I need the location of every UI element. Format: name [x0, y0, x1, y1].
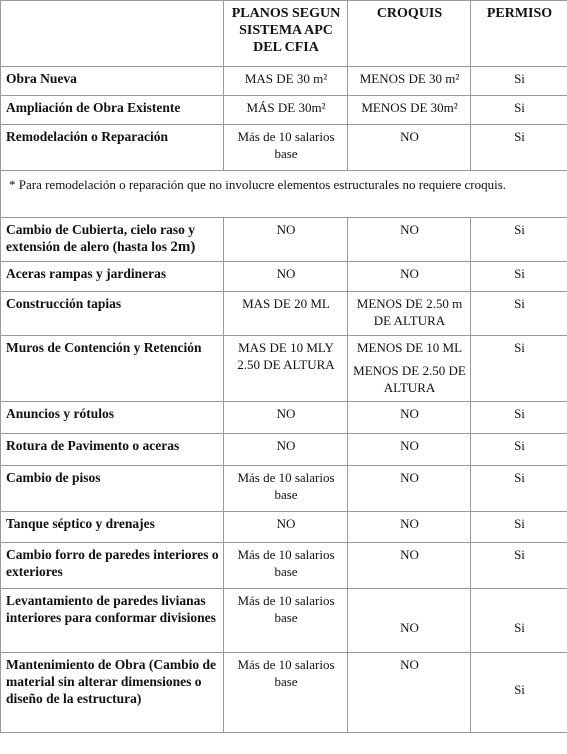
header-blank	[1, 1, 224, 67]
planos-cell: Más de 10 salarios base	[224, 466, 348, 512]
row-label: Rotura de Pavimento o aceras	[1, 434, 224, 466]
row-label: Cambio forro de paredes interiores o exteriores	[1, 543, 224, 589]
planos-cell: NO	[224, 218, 348, 262]
permiso-cell: Si	[471, 218, 567, 262]
croquis-cell: NO	[348, 262, 471, 292]
planos-cell: MAS DE 30 m²	[224, 67, 348, 96]
croquis-cell: NO	[348, 125, 471, 171]
row-label: Construcción tapias	[1, 292, 224, 336]
row-label: Aceras rampas y jardineras	[1, 262, 224, 292]
table-row	[1, 589, 567, 653]
row-label-text: Cambio de Cubierta, cielo raso y extensión de alero (hasta los	[6, 222, 195, 254]
note-text: * Para remodelación o reparación que no involucre elementos estructurales no requiere croquis.	[1, 171, 567, 218]
croquis-cell: NO	[348, 512, 471, 543]
row-label	[1, 218, 224, 262]
row-label: Remodelación o Reparación	[1, 125, 224, 171]
table-row	[1, 434, 567, 466]
table-row	[1, 336, 567, 402]
croquis-cell: MENOS DE 2.50 m DE ALTURA	[348, 292, 471, 336]
row-label: Mantenimiento de Obra (Cambio de material sin alterar dimensiones o diseño de la estructura)	[1, 653, 224, 733]
table-row	[1, 67, 567, 96]
permiso-cell: Si	[471, 67, 567, 96]
croquis-line-2: MENOS DE 2.50 DE ALTURA	[353, 363, 466, 395]
planos-cell: Más de 10 salarios base	[224, 653, 348, 733]
planos-cell: Más de 10 salarios base	[224, 589, 348, 653]
table-row	[1, 96, 567, 125]
table-row	[1, 466, 567, 512]
permiso-cell: Si	[471, 125, 567, 171]
header-permiso: PERMISO	[471, 1, 567, 67]
header-row	[1, 1, 567, 67]
permiso-cell: Si	[471, 466, 567, 512]
table-row	[1, 653, 567, 733]
planos-cell: MAS DE 10 MLY 2.50 DE ALTURA	[224, 336, 348, 402]
planos-cell: MAS DE 20 ML	[224, 292, 348, 336]
croquis-cell: NO	[348, 434, 471, 466]
table-row	[1, 292, 567, 336]
row-label: Cambio de pisos	[1, 466, 224, 512]
row-label: Ampliación de Obra Existente	[1, 96, 224, 125]
permiso-cell: Si	[471, 292, 567, 336]
table-row	[1, 402, 567, 434]
planos-cell: MÁS DE 30m²	[224, 96, 348, 125]
header-croquis: CROQUIS	[348, 1, 471, 67]
croquis-cell: NO	[348, 402, 471, 434]
permiso-cell: Si	[471, 434, 567, 466]
croquis-cell: NO	[348, 653, 471, 733]
planos-cell: NO	[224, 402, 348, 434]
row-label: Muros de Contención y Retención	[1, 336, 224, 402]
table-row	[1, 262, 567, 292]
planos-cell: Más de 10 salarios base	[224, 543, 348, 589]
planos-cell: NO	[224, 434, 348, 466]
row-label-emphasis: 2m)	[170, 239, 196, 255]
row-label: Levantamiento de paredes livianas interiores para conformar divisiones	[1, 589, 224, 653]
croquis-cell: NO	[348, 589, 471, 653]
croquis-cell: MENOS DE 30 m²	[348, 67, 471, 96]
row-label: Obra Nueva	[1, 67, 224, 96]
permiso-cell: Si	[471, 336, 567, 402]
permiso-cell: Si	[471, 262, 567, 292]
header-planos: PLANOS SEGUN SISTEMA APC DEL CFIA	[224, 1, 348, 67]
table-row	[1, 125, 567, 171]
permiso-cell: Si	[471, 96, 567, 125]
croquis-cell: MENOS DE 30m²	[348, 96, 471, 125]
table-row	[1, 543, 567, 589]
croquis-line-1: MENOS DE 10 ML	[356, 340, 463, 355]
table-row	[1, 218, 567, 262]
planos-cell: NO	[224, 262, 348, 292]
croquis-cell	[348, 336, 471, 402]
planos-cell: Más de 10 salarios base	[224, 125, 348, 171]
permiso-cell: Si	[471, 543, 567, 589]
permiso-cell: Si	[471, 402, 567, 434]
croquis-cell: NO	[348, 466, 471, 512]
row-label: Tanque séptico y drenajes	[1, 512, 224, 543]
croquis-cell: NO	[348, 543, 471, 589]
note-row	[1, 171, 567, 218]
permiso-cell: Si	[471, 589, 567, 653]
table-row	[1, 512, 567, 543]
permiso-cell: Si	[471, 653, 567, 733]
permiso-cell: Si	[471, 512, 567, 543]
row-label: Anuncios y rótulos	[1, 402, 224, 434]
planos-cell: NO	[224, 512, 348, 543]
croquis-cell: NO	[348, 218, 471, 262]
